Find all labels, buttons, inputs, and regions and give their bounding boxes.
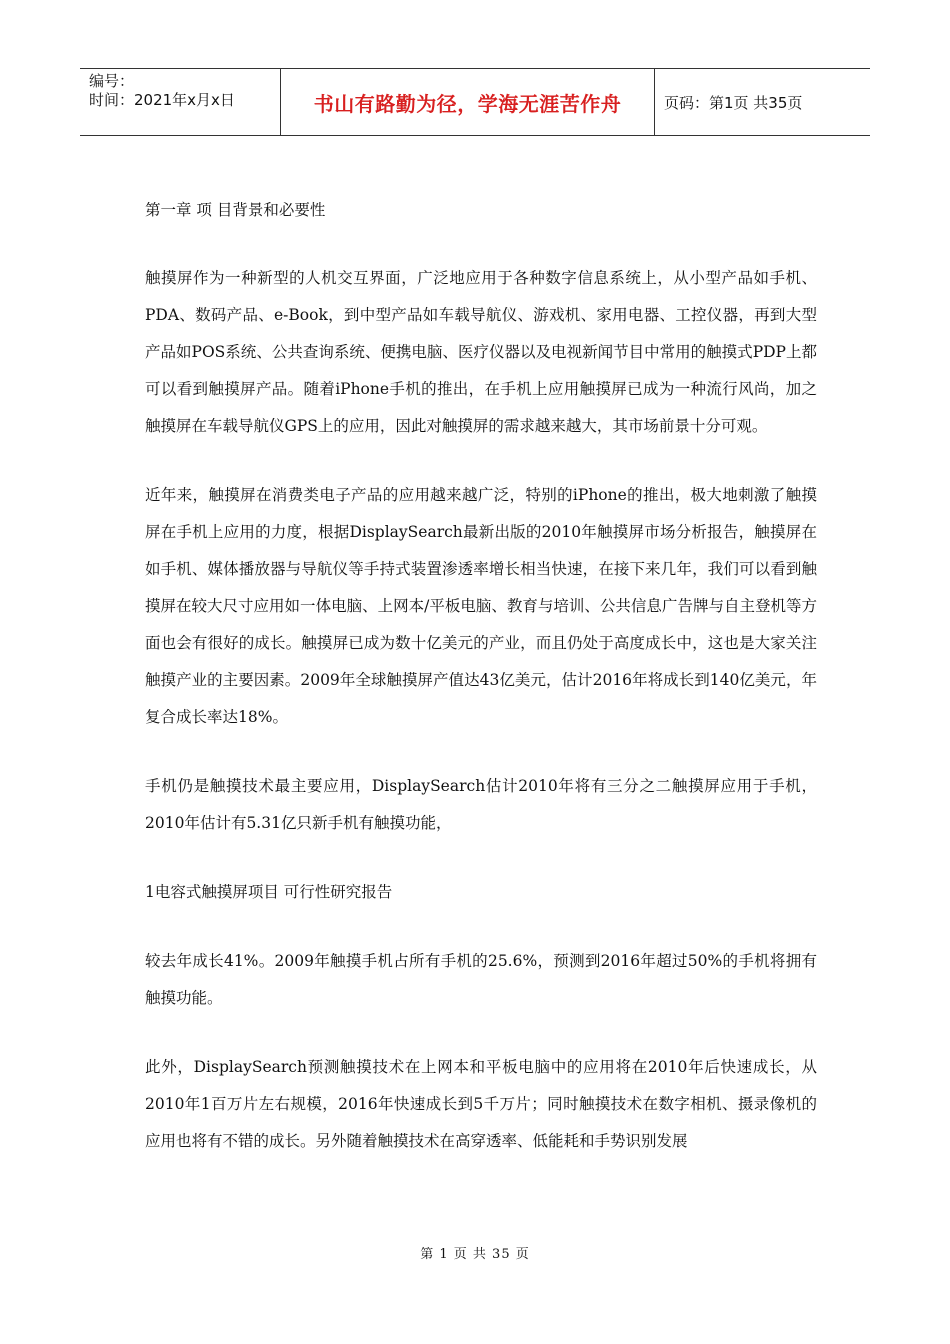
paragraph: 较去年成长41%。2009年触摸手机占所有手机的25.6%，预测到2016年超过50%的手机将拥有触摸功能。 — [145, 952, 817, 1007]
paragraph: 近年来，触摸屏在消费类电子产品的应用越来越广泛，特别的iPhone的推出，极大地刺激了触摸屏在手机上应用的力度，根据DisplaySearch最新出版的2010年触摸屏市场分析报告，触摸屏在如手机、媒体播放器与导航仪等手持式装置渗透率增长相当快速，在接下来几年，我们可以看到触摸屏在较大尺寸应用如一体电脑、上网本/平板电脑、教育与培训、公共信息广告牌与自主登机等方面也会有很好的成长。触摸屏已成为数十亿美元的产业，而且仍处于高度成长中，这也是大家关注触摸产业的主要因素。2009年全球触摸屏产值达43亿美元，估计2016年将成长到140亿美元，年复合成长率达18%。 — [145, 486, 817, 726]
paragraph: 手机仍是触摸技术最主要应用，DisplaySearch估计2010年将有三分之二触摸屏应用于手机，2010年估计有5.31亿只新手机有触摸功能， — [145, 777, 817, 832]
header-page-info: 页码：第1页 共35页 — [664, 93, 803, 112]
number-label: 编号： — [89, 72, 135, 90]
document-body — [145, 192, 817, 1192]
page-header — [80, 68, 870, 136]
chapter-title: 第一章 项 目背景和必要性 — [145, 201, 326, 219]
section-label: 1电容式触摸屏项目 可行性研究报告 — [145, 883, 393, 901]
paragraph: 触摸屏作为一种新型的人机交互界面，广泛地应用于各种数字信息系统上，从小型产品如手机、PDA、数码产品、e-Book，到中型产品如车载导航仪、游戏机、家用电器、工控仪器，再到大型产品如POS系统、公共查询系统、便携电脑、医疗仪器以及电视新闻节目中常用的触摸式PDP上都可以看到触摸屏产品。随着iPhone手机的推出，在手机上应用触摸屏已成为一种流行风尚，加之触摸屏在车载导航仪GPS上的应用，因此对触摸屏的需求越来越大，其市场前景十分可观。 — [145, 269, 817, 435]
date-label: 时间：2021年x月x日 — [89, 91, 235, 109]
header-motto: 书山有路勤为径，学海无涯苦作舟 — [281, 69, 655, 135]
paragraph: 此外，DisplaySearch预测触摸技术在上网本和平板电脑中的应用将在2010年后快速成长，从2010年1百万片左右规模，2016年快速成长到5千万片；同时触摸技术在数字相机、摄录像机的应用也将有不错的成长。另外随着触摸技术在高穿透率、低能耗和手势识别发展 — [145, 1058, 817, 1150]
header-meta — [80, 69, 281, 135]
page-footer: 第 1 页 共 35 页 — [420, 1247, 530, 1262]
